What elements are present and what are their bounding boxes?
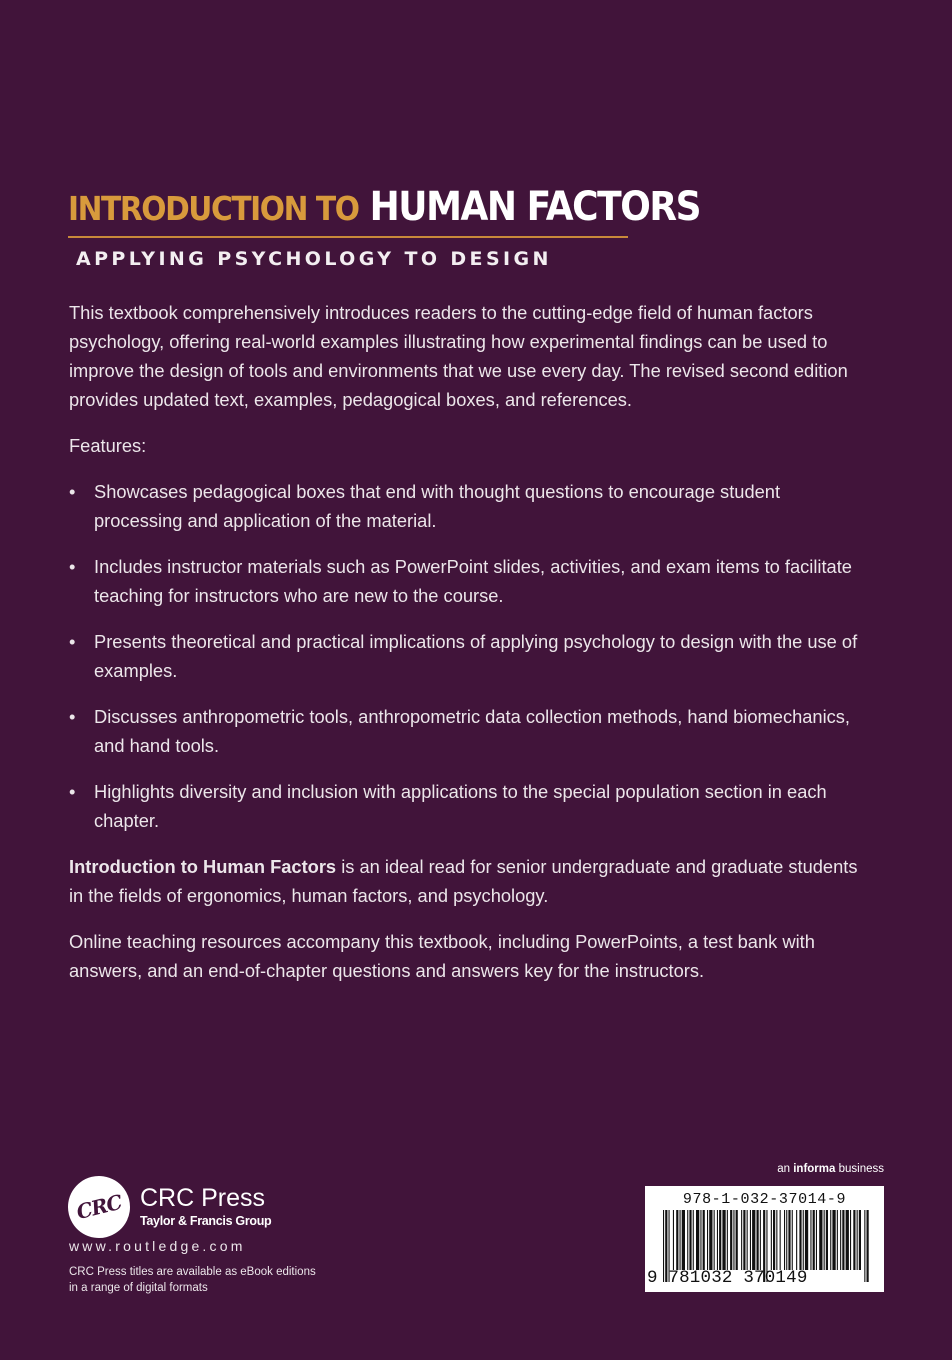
publisher-url[interactable]: www.routledge.com [69, 1238, 246, 1254]
barcode-bar [813, 1210, 815, 1270]
barcode-bar [867, 1210, 869, 1282]
resources-paragraph: Online teaching resources accompany this textbook, including PowerPoints, a test bank with answers, and an end-of-chapter questions and answers key for the instructors. [69, 931, 815, 981]
barcode-bar [786, 1210, 787, 1270]
crc-logo-icon: CRC [61, 1169, 136, 1244]
barcode-bar [743, 1210, 745, 1270]
barcode-bar [676, 1210, 678, 1270]
barcode-bar [776, 1210, 777, 1270]
feature-text: Discusses anthropometric tools, anthropometric data collection methods, hand biomechanics, and hand tools. [94, 706, 851, 756]
barcode-bar [682, 1210, 685, 1270]
title-part-2: HUMAN FACTORS [369, 184, 701, 230]
barcode-bar [741, 1210, 742, 1270]
features-label: Features: [69, 435, 147, 456]
title-part-1: INTRODUCTION TO [68, 189, 359, 228]
barcode-bar [673, 1210, 674, 1270]
feature-item [69, 477, 869, 535]
bullet-icon: • [69, 781, 76, 802]
feature-text: Presents theoretical and practical implications of applying psychology to design with the use of examples. [94, 631, 858, 681]
informa-tagline [777, 1163, 884, 1175]
feature-item [69, 552, 869, 610]
closing-book-title: Introduction to Human Factors [69, 856, 337, 877]
barcode-bar [853, 1210, 855, 1270]
barcode-bar [832, 1210, 835, 1270]
barcode-bar [837, 1210, 838, 1270]
barcode-bar [722, 1210, 725, 1270]
ebook-note [69, 1264, 316, 1296]
feature-item [69, 627, 869, 685]
book-title [68, 182, 701, 234]
barcode-bar [703, 1210, 705, 1270]
closing-text: is an ideal read for senior undergraduate and graduate students in the fields of ergonomics, human factors, and psychology. [69, 856, 858, 906]
bullet-icon: • [69, 481, 76, 502]
barcode-bar [864, 1210, 865, 1282]
barcode-bar [846, 1210, 849, 1270]
barcode-bar [819, 1210, 822, 1270]
isbn-digits: 9 781032 370149 [647, 1268, 808, 1288]
feature-item [69, 777, 869, 835]
barcode-bar [736, 1210, 738, 1270]
barcode-bar [857, 1210, 858, 1270]
barcode-bar [780, 1210, 781, 1270]
barcode-bar [805, 1210, 808, 1270]
feature-item [69, 702, 869, 760]
barcode-bar [824, 1210, 825, 1270]
feature-text: Includes instructor materials such as PowerPoint slides, activities, and exam items to facilitate teaching for instructors who are new to the course. [94, 556, 852, 606]
ebook-note-line-2: in a range of digital formats [69, 1282, 208, 1294]
barcode-bar [840, 1210, 841, 1270]
barcode-bar [792, 1210, 793, 1270]
barcode-bar [757, 1210, 759, 1270]
barcode-bar [709, 1210, 712, 1270]
barcode-bar [842, 1210, 844, 1270]
book-subtitle: APPLYING PSYCHOLOGY TO DESIGN [76, 248, 552, 270]
barcode-bar [680, 1210, 681, 1270]
publisher-name: CRC Press [140, 1184, 266, 1212]
barcode-bar [859, 1210, 861, 1270]
informa-brand: informa [793, 1163, 836, 1175]
barcode-bar [696, 1210, 699, 1270]
barcode-bar [826, 1210, 828, 1270]
isbn-hyphenated: 978-1-032-37014-9 [682, 1191, 847, 1208]
barcode-bar [714, 1210, 715, 1270]
barcode-bar [707, 1210, 708, 1270]
barcode-bar [830, 1210, 831, 1270]
barcode-bar [689, 1210, 691, 1270]
intro-paragraph: This textbook comprehensively introduces readers to the cutting-edge field of human factors psychology, offering real-world examples illustrating how experimental findings can be used to improve the design of tools and environments that we use every day. The revised second edition provides updated text, examples, pedagogical boxes, and references. [69, 302, 848, 410]
barcode-bar [687, 1210, 688, 1270]
isbn-barcode [645, 1186, 884, 1292]
title-divider [68, 236, 628, 238]
barcode-bar [747, 1210, 748, 1270]
barcode-bar [760, 1210, 761, 1270]
barcode-bar [730, 1210, 732, 1270]
barcode-bar [773, 1210, 775, 1270]
informa-pre: an [777, 1163, 794, 1175]
barcode-bar [796, 1210, 797, 1270]
barcode-bar [810, 1210, 811, 1270]
barcode-bar [719, 1210, 721, 1270]
barcode-bar [803, 1210, 804, 1270]
closing-paragraph [69, 852, 869, 910]
barcode-bar [816, 1210, 817, 1270]
feature-text: Highlights diversity and inclusion with applications to the special population section in each chapter. [94, 781, 827, 831]
barcode-bar [788, 1210, 790, 1270]
barcode-bar [693, 1210, 694, 1270]
bullet-icon: • [69, 631, 76, 652]
barcode-bar [700, 1210, 701, 1270]
barcode-bar [771, 1210, 772, 1270]
barcode-bar [752, 1210, 755, 1270]
bullet-icon: • [69, 706, 76, 727]
barcode-bar [750, 1210, 751, 1270]
barcode-bar [850, 1210, 851, 1270]
barcode-bar [733, 1210, 734, 1270]
barcode-bar [799, 1210, 801, 1270]
barcode-bar [727, 1210, 728, 1270]
barcode-bar [717, 1210, 718, 1270]
barcode-bar [784, 1210, 785, 1270]
informa-post: business [835, 1163, 884, 1175]
title-block [68, 182, 701, 234]
bullet-icon: • [69, 556, 76, 577]
features-list [69, 477, 869, 835]
blurb [69, 298, 869, 1002]
feature-text: Showcases pedagogical boxes that end with thought questions to encourage student processing and application of the material. [94, 481, 781, 531]
publisher-group: Taylor & Francis Group [140, 1214, 272, 1228]
ebook-note-line-1: CRC Press titles are available as eBook editions [69, 1266, 316, 1278]
